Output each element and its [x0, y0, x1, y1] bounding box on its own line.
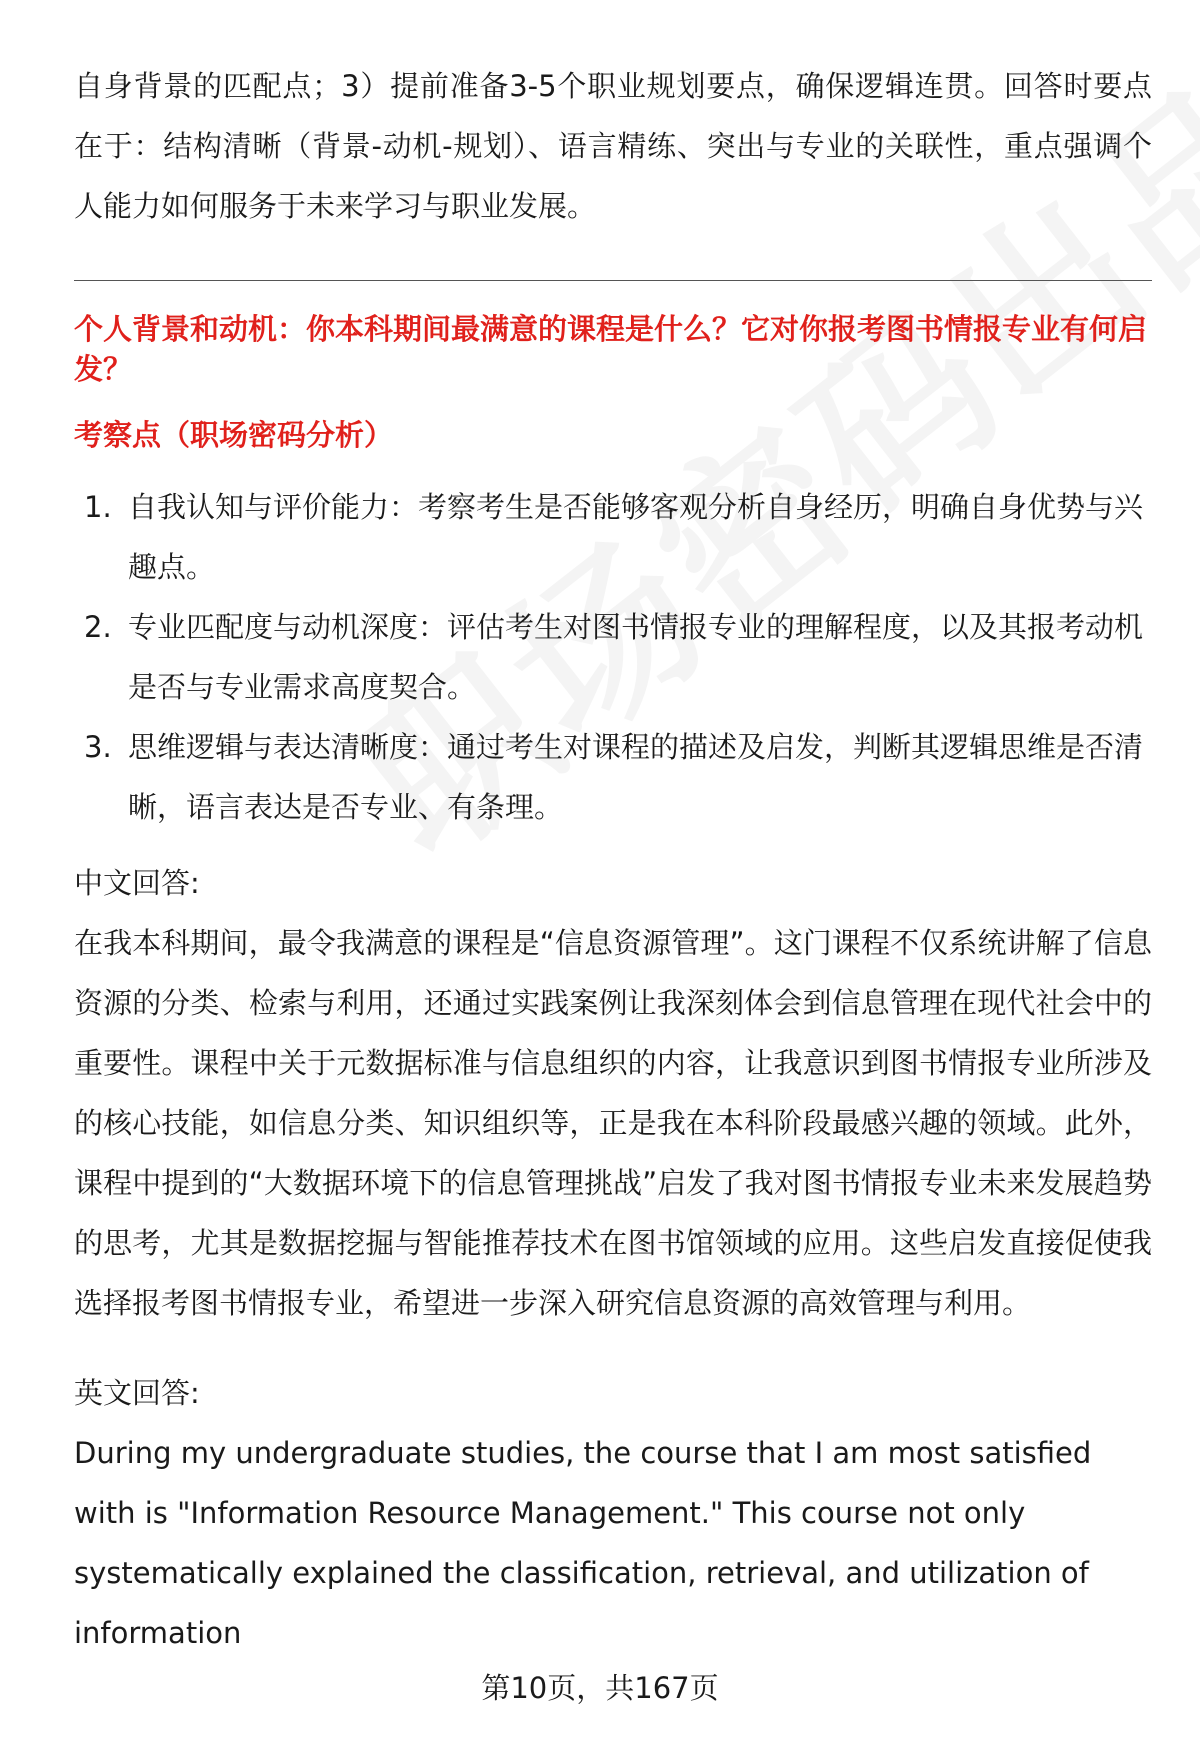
list-item-number: 1. — [84, 490, 112, 524]
list-item-number: 2. — [84, 610, 112, 644]
list-item-text: 思维逻辑与表达清晰度：通过考生对课程的描述及启发，判断其逻辑思维是否清晰，语言表达是否专业、有条理。 — [128, 730, 1144, 824]
list-item-text: 专业匹配度与动机深度：评估考生对图书情报专业的理解程度，以及其报考动机是否与专业需求高度契合。 — [128, 610, 1144, 704]
list-item — [74, 597, 1152, 717]
list-item-number: 3. — [84, 730, 112, 764]
intro-paragraph: 自身背景的匹配点；3）提前准备3-5个职业规划要点，确保逻辑连贯。回答时要点在于：结构清晰（背景-动机-规划）、语言精练、突出与专业的关联性，重点强调个人能力如何服务于未来学习与职业发展。 — [74, 69, 1152, 223]
list-item-text: 自我认知与评价能力：考察考生是否能够客观分析自身经历，明确自身优势与兴趣点。 — [128, 490, 1144, 584]
list-item — [74, 717, 1152, 837]
english-answer: During my undergraduate studies, the course that I am most satisfied with is "Information Resource Management." This course not only systematically explained the classification, retrieval, and utilization of information — [74, 1436, 1092, 1650]
page-footer: 第10页，共167页 — [481, 1671, 719, 1705]
question-heading: 个人背景和动机：你本科期间最满意的课程是什么？它对你报考图书情报专业有何启发？ — [74, 312, 1148, 386]
exam-points-heading: 考察点（职场密码分析） — [74, 418, 394, 452]
section-divider — [74, 280, 1152, 281]
chinese-answer: 在我本科期间，最令我满意的课程是“信息资源管理”。这门课程不仅系统讲解了信息资源的分类、检索与利用，还通过实践案例让我深刻体会到信息管理在现代社会中的重要性。课程中关于元数据标准与信息组织的内容，让我意识到图书情报专业所涉及的核心技能，如信息分类、知识组织等，正是我在本科阶段最感兴趣的领域。此外，课程中提到的“大数据环境下的信息管理挑战”启发了我对图书情报专业未来发展趋势的思考，尤其是数据挖掘与智能推荐技术在图书馆领域的应用。这些启发直接促使我选择报考图书情报专业，希望进一步深入研究信息资源的高效管理与利用。 — [74, 926, 1152, 1320]
document-page — [74, 56, 1152, 1663]
exam-points-list — [74, 477, 1152, 837]
english-answer-label: 英文回答: — [74, 1376, 200, 1410]
list-item — [74, 477, 1152, 597]
chinese-answer-label: 中文回答: — [74, 866, 200, 900]
